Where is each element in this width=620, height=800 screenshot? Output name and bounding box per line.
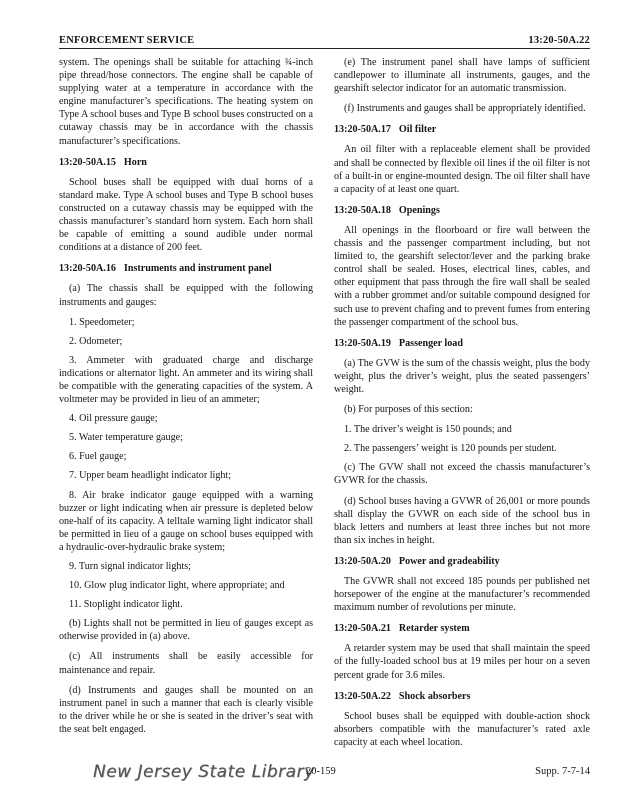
paragraph-shock-absorbers: School buses shall be equipped with double-action shock absorbers compatible with the manufacturer’s rated axle capacity at each wheel location. — [334, 710, 590, 748]
list-item: 10. Glow plug indicator light, where appropriate; and — [69, 580, 285, 592]
paragraph-passenger-load-d: (d) School buses having a GVWR of 26,001 or more pounds shall display the GVWR on each side of the school bus in black letters and numbers at least three inches but not more than six inches in height. — [334, 495, 590, 546]
list-item: 2. Odometer; — [69, 335, 123, 347]
section-heading-retarder — [334, 622, 590, 635]
left-column — [59, 56, 313, 743]
paragraph-retarder: A retarder system may be used that shall maintain the speed of the fully-loaded school bus at 19 miles per hour on a seven percent grade for 3.6 miles. — [334, 643, 590, 681]
section-number: 13:20-50A.21 — [334, 623, 391, 635]
section-heading-openings — [334, 204, 590, 217]
page-footer — [59, 762, 590, 786]
section-heading-power — [334, 555, 590, 568]
list-item: 1. Speedometer; — [69, 316, 135, 328]
section-number: 13:20-50A.20 — [334, 555, 391, 567]
header-section-number: 13:20-50A.22 — [528, 35, 590, 46]
paragraph-heating-continued: system. The openings shall be suitable for attaching ¾-inch pipe thread/hose connectors. The engine shall be capable of supplying water at a temperature in accordance with the engine manufacturer’s specifications. The heating system on Type A school buses and Type B school buses constructed on a cutaway chassis may be in accordance with the chassis manufacturer’s specifications. — [59, 57, 313, 147]
paragraph-openings: All openings in the floorboard or fire wall between the chassis and the passenger compartment including, but not limited to, the gearshift selector/lever and the parking brake control shall be sealed. Hoses, electrical lines, cables, and other equipment that pass through the fire wall shall be sealed with a rubber grommet and/or suitable compound designed for such use to prevent chafing and to prevent fumes from entering the passenger compartment of the school bus. — [334, 224, 590, 328]
paragraph-instruments-a: (a) The chassis shall be equipped with the following instruments and gauges: — [59, 283, 313, 308]
section-title: Oil filter — [398, 124, 437, 136]
paragraph-passenger-load-c: (c) The GVW shall not exceed the chassis manufacturer’s GVWR for the chassis. — [334, 462, 590, 487]
paragraph-power: The GVWR shall not exceed 185 pounds per published net horsepower of the engine at the manufacturer’s recommended maximum number of revolutions per minute. — [334, 576, 590, 614]
running-header — [59, 30, 590, 49]
section-title: Shock absorbers — [398, 690, 471, 702]
paragraph-instruments-f: (f) Instruments and gauges shall be appropriately identified. — [344, 103, 586, 115]
paragraph-oil-filter: An oil filter with a replaceable element shall be provided and shall be connected by flexible oil lines if the oil filter is not of a built-in or engine-mounted design. The oil filter shall have a capacity of at least one quart. — [334, 144, 590, 195]
paragraph-passenger-load-b: (b) For purposes of this section: — [344, 404, 473, 416]
supplement-date: Supp. 7-7-14 — [535, 766, 590, 777]
section-title: Retarder system — [398, 623, 470, 635]
header-title: ENFORCEMENT SERVICE — [59, 35, 195, 46]
list-item: 1. The driver’s weight is 150 pounds; and — [344, 424, 512, 436]
right-column — [334, 56, 590, 756]
list-item: 9. Turn signal indicator lights; — [69, 561, 191, 572]
section-heading-oil-filter — [334, 123, 590, 136]
paragraph-instruments-b: (b) Lights shall not be permitted in lieu of gauges except as otherwise provided in (a) above. — [59, 618, 313, 643]
section-number: 13:20-50A.22 — [334, 690, 391, 702]
list-item: 4. Oil pressure gauge; — [69, 413, 158, 425]
section-heading-horn — [59, 156, 313, 169]
paragraph-instruments-e: (e) The instrument panel shall have lamps of sufficient candlepower to illuminate all instruments, gauges, and the gearshift selector indicator for an automatic transmission. — [334, 57, 590, 95]
list-item: 3. Ammeter with graduated charge and discharge indications or alternator light. An ammeter and its wiring shall be compatible with the generating capacities of the system. A voltmeter may be provided in lieu of an ammeter; — [59, 354, 313, 406]
paragraph-instruments-c: (c) All instruments shall be easily accessible for maintenance and repair. — [59, 651, 313, 676]
list-item: 6. Fuel gauge; — [69, 451, 127, 463]
library-watermark: New Jersey State Library — [93, 762, 315, 782]
section-number: 13:20-50A.19 — [334, 337, 391, 349]
paragraph-instruments-d: (d) Instruments and gauges shall be mounted on an instrument panel in such a manner that each is clearly visible to the driver while he or she is seated in the driver’s seat with the seat belt engaged. — [59, 684, 313, 735]
page-number: 20-159 — [306, 766, 336, 777]
list-item: 11. Stoplight indicator light. — [69, 599, 183, 611]
section-number: 13:20-50A.18 — [334, 204, 391, 216]
section-heading-passenger-load — [334, 337, 590, 350]
paragraph-passenger-load-a: (a) The GVW is the sum of the chassis weight, plus the body weight, plus the driver’s weight, plus the seated passengers’ weight. — [334, 357, 590, 395]
section-number: 13:20-50A.16 — [59, 263, 116, 275]
section-title: Power and gradeability — [398, 555, 500, 567]
section-title: Horn — [123, 156, 147, 168]
section-title: Openings — [398, 204, 440, 216]
list-item: 5. Water temperature gauge; — [69, 432, 183, 444]
section-title: Passenger load — [398, 337, 463, 349]
list-item: 7. Upper beam headlight indicator light; — [69, 470, 232, 482]
list-item: 2. The passengers’ weight is 120 pounds per student. — [344, 443, 557, 455]
list-item: 8. Air brake indicator gauge equipped with a warning buzzer or light indicating when air pressure is depleted below one-half of its capacity. A telltale warning light indicator shall be permitted in lieu of a gauge on school buses equipped with a hydraulic-over-hydraulic brake system; — [59, 489, 313, 553]
section-number: 13:20-50A.17 — [334, 124, 391, 136]
section-heading-shock-absorbers — [334, 690, 590, 703]
section-number: 13:20-50A.15 — [59, 156, 116, 168]
paragraph-horn: School buses shall be equipped with dual horns of a standard make. Type A school buses and Type B school buses constructed on a cutaway chassis may be equipped with the chassis manufacturer’s standard horn system. Each horn shall be capable of emitting a sound audible under normal conditions at a distance of 200 feet. — [59, 176, 313, 254]
section-heading-instruments — [59, 262, 313, 275]
section-title: Instruments and instrument panel — [123, 263, 272, 275]
